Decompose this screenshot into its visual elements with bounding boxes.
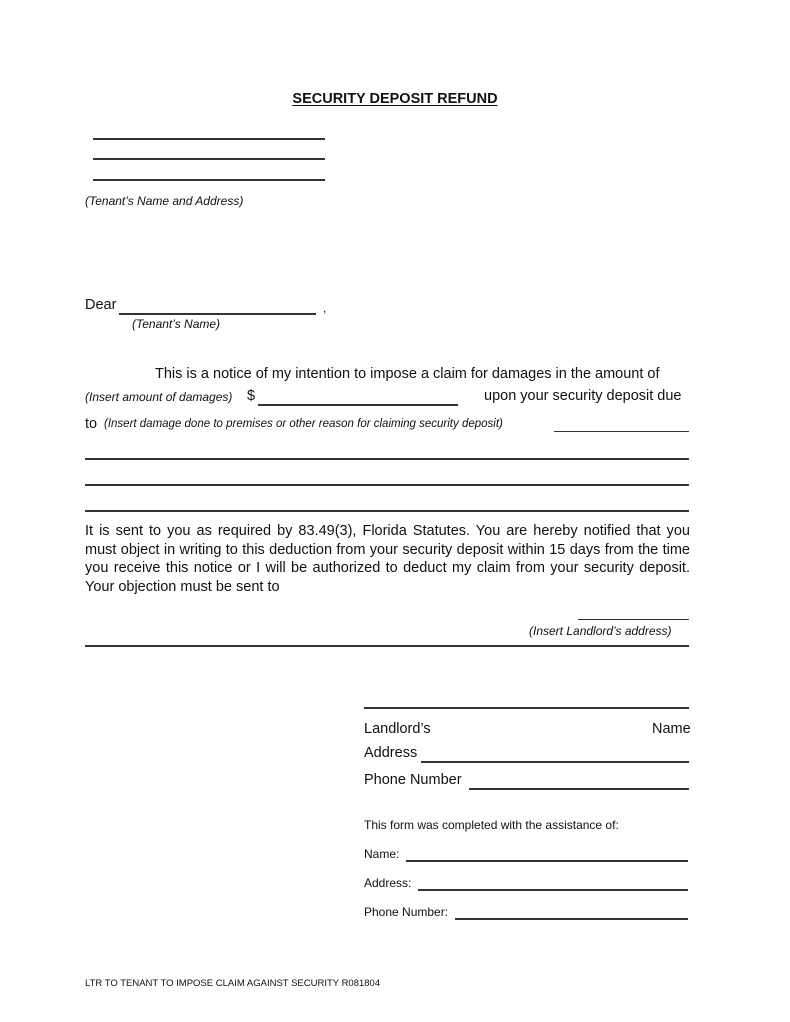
landlord-address-caption: (Insert Landlord’s address) — [529, 624, 672, 638]
landlord-address-label: Address — [364, 745, 418, 761]
landlord-phone-label: Phone Number — [364, 772, 462, 788]
tenant-name-caption: (Tenant’s Name) — [132, 317, 221, 331]
assistance-heading: This form was completed with the assistance of: — [364, 818, 619, 832]
assist-address-line[interactable] — [418, 889, 688, 891]
assist-name-label: Name: — [364, 847, 400, 861]
reason-line-2[interactable] — [85, 484, 689, 486]
amount-caption: (Insert amount of damages) — [85, 390, 233, 404]
statute-paragraph: It is sent to you as required by 83.49(3), Florida Statutes. You are hereby notified that you must object in writing to this deduction from your security deposit within 15 days from the time you receive this notice or I will be authorized to deduct my claim from your security deposit. Your objection must be sent to — [85, 523, 690, 595]
reason-line-1[interactable] — [85, 458, 689, 460]
landlord-address-line[interactable] — [85, 645, 689, 647]
footer-form-id: LTR TO TENANT TO IMPOSE CLAIM AGAINST SECURITY R081804 — [85, 978, 381, 989]
document-title: SECURITY DEPOSIT REFUND — [292, 91, 498, 107]
damage-amount-line[interactable] — [258, 404, 458, 406]
tenant-block-caption: (Tenant’s Name and Address) — [85, 194, 244, 208]
reason-line-short[interactable] — [554, 431, 689, 432]
tenant-address-line-2[interactable] — [93, 158, 325, 160]
salutation-comma: , — [323, 301, 327, 315]
assist-phone-label: Phone Number: — [364, 905, 449, 919]
tenant-address-line-3[interactable] — [93, 179, 325, 181]
salutation: Dear — [85, 297, 117, 313]
landlord-signature-line[interactable] — [364, 707, 689, 709]
assist-name-line[interactable] — [406, 860, 688, 862]
tenant-address-line-1[interactable] — [93, 138, 325, 140]
to-word: to — [85, 416, 98, 432]
assist-phone-line[interactable] — [455, 918, 688, 920]
landlord-phone-field-line[interactable] — [469, 788, 689, 790]
landlord-name-label-right: Name — [652, 721, 691, 737]
tenant-name-line[interactable] — [119, 313, 316, 315]
reason-line-3[interactable] — [85, 510, 689, 512]
notice-line-1: This is a notice of my intention to impose a claim for damages in the amount of — [155, 366, 660, 382]
notice-line-2-tail: upon your security deposit due — [484, 388, 682, 404]
landlord-address-field-line[interactable] — [421, 761, 689, 763]
dollar-sign: $ — [247, 388, 256, 404]
assist-address-label: Address: — [364, 876, 412, 890]
landlord-address-line-short[interactable] — [578, 619, 689, 620]
reason-caption: (Insert damage done to premises or other reason for claiming security deposit) — [104, 418, 503, 430]
landlord-name-label-left: Landlord’s — [364, 721, 431, 737]
